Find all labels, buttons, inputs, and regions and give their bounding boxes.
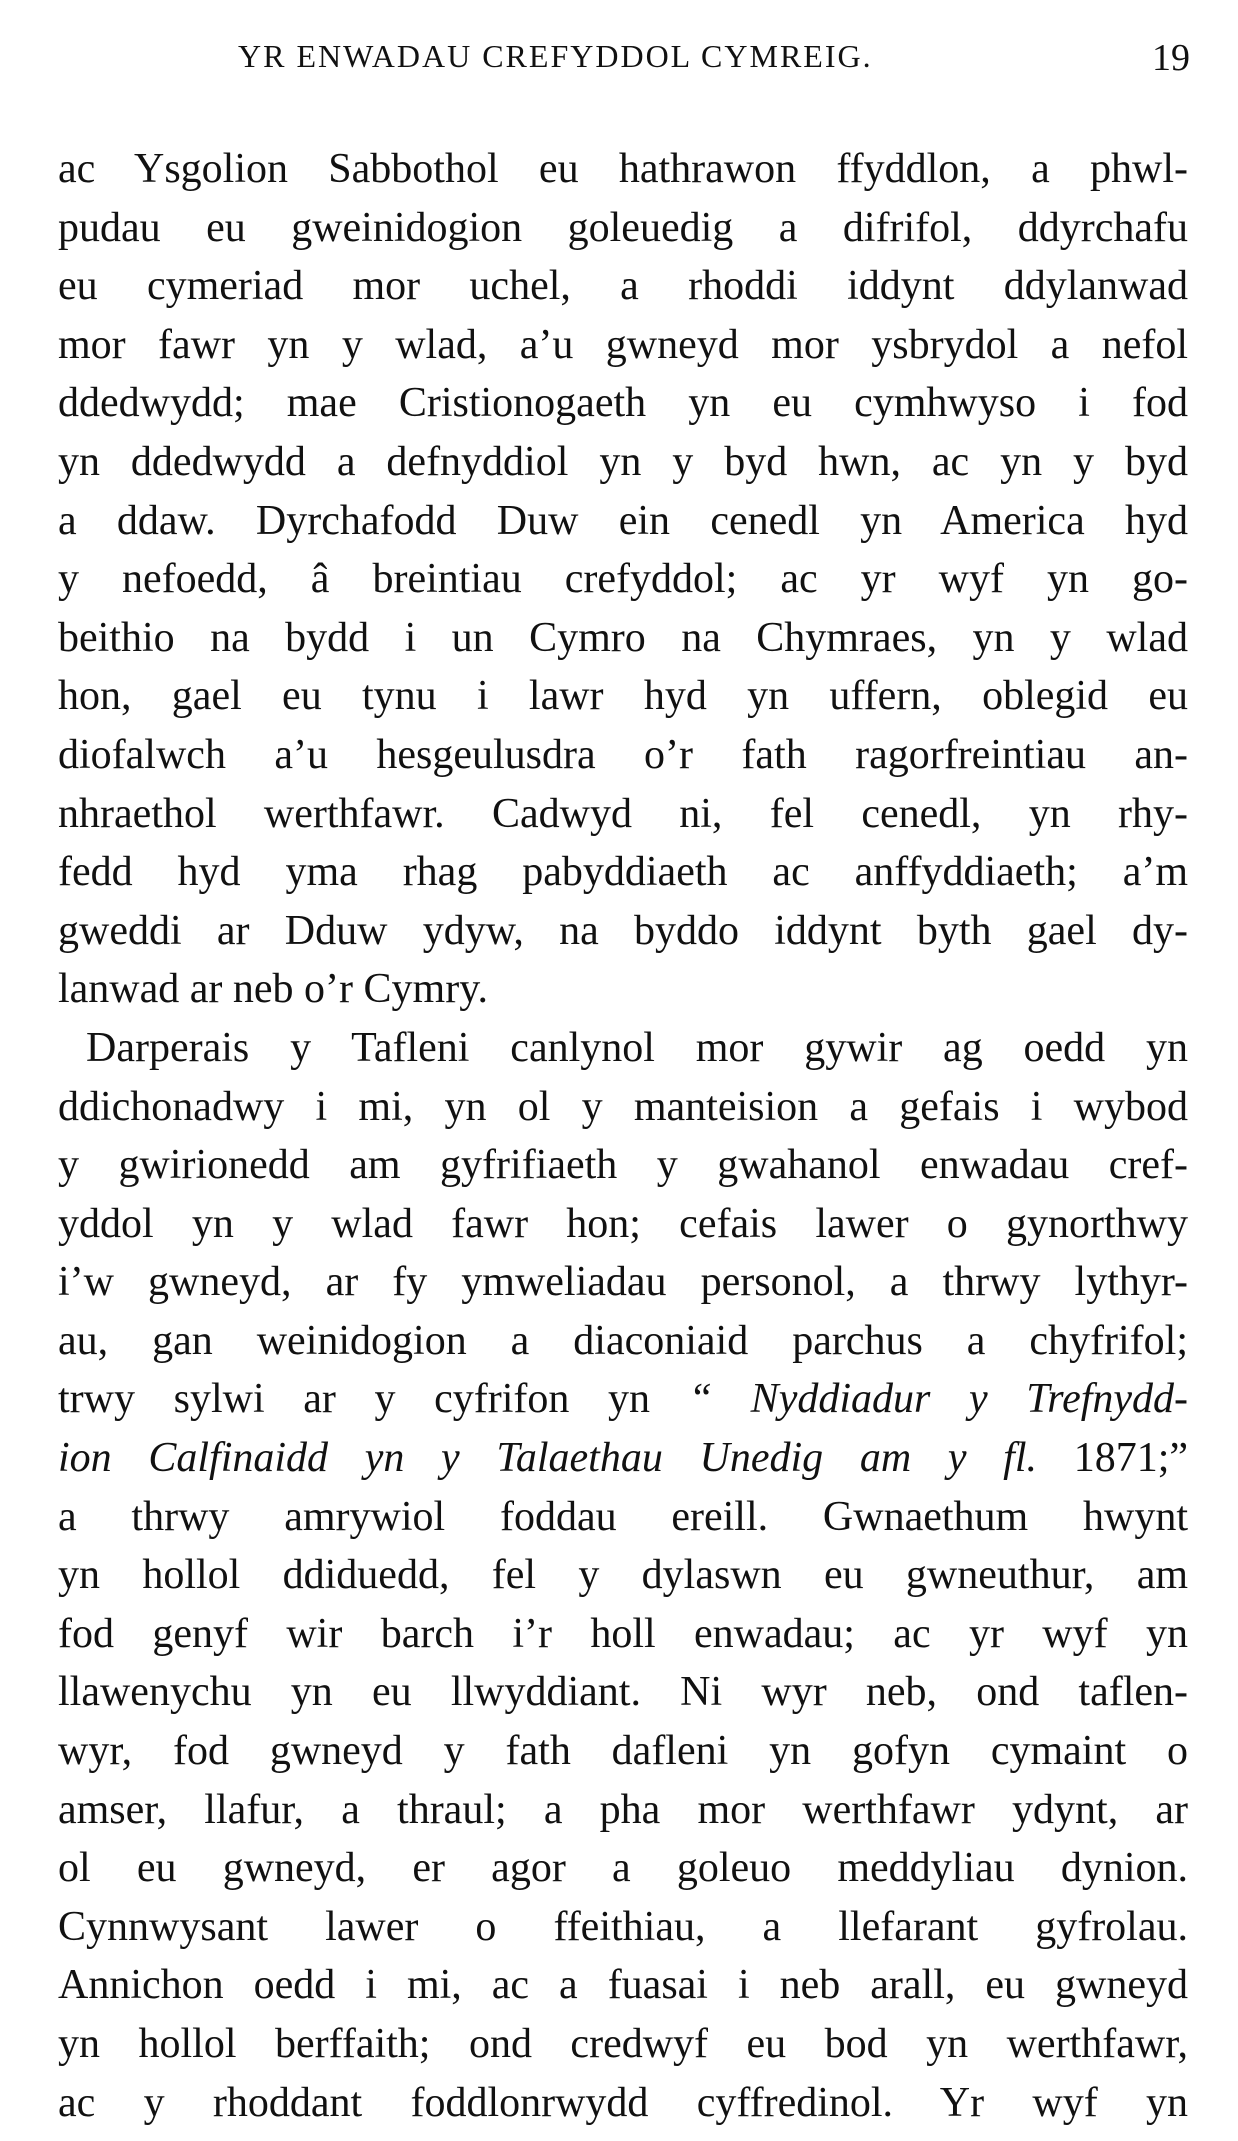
text-line: ol eu gwneyd, er agor a goleuo meddyliau dynion.	[58, 1845, 1188, 1892]
italic-title-run: “ Nyddiadur y Trefnydd-	[688, 1376, 1188, 1423]
text-line: yn ddedwydd a defnyddiol yn y byd hwn, ac yn y byd	[58, 438, 1188, 485]
text-line: Darperais y Tafleni canlynol mor gywir ag oedd yn	[86, 1024, 1188, 1071]
text-line: a ddaw. Dyrchafodd Duw ein cenedl yn America hyd	[58, 497, 1188, 544]
body-text	[58, 140, 1188, 2132]
text-line: ac Ysgolion Sabbothol eu hathrawon ffyddlon, a phwl-	[58, 146, 1188, 192]
text-run: 1871;”	[1073, 1435, 1188, 1482]
text-line: ac y rhoddant foddlonrwydd cyffredinol. Yr wyf yn	[58, 2079, 1188, 2126]
paragraph	[58, 140, 1188, 1019]
text-line: fedd hyd yma rhag pabyddiaeth ac anffyddiaeth; a’m	[58, 849, 1188, 896]
text-line: eu cymeriad mor uchel, a rhoddi iddynt ddylanwad	[58, 263, 1188, 310]
text-line: au, gan weinidogion a diaconiaid parchus a chyfrifol;	[58, 1317, 1188, 1364]
text-line: yn hollol berffaith; ond credwyf eu bod yn werthfawr,	[58, 2021, 1188, 2067]
text-line: Annichon oedd i mi, ac a fuasai i neb arall, eu gwneyd	[58, 1962, 1188, 2009]
running-head	[200, 38, 1190, 86]
text-line: a thrwy amrywiol foddau ereill. Gwnaethum hwynt	[58, 1493, 1188, 1540]
text-line: y gwirionedd am gyfrifiaeth y gwahanol enwadau cref-	[58, 1142, 1188, 1189]
text-line: nhraethol werthfawr. Cadwyd ni, fel cenedl, yn rhy-	[58, 790, 1188, 837]
text-line: yn hollol ddiduedd, fel y dylaswn eu gwneuthur, am	[58, 1552, 1188, 1599]
text-line: pudau eu gweinidogion goleuedig a difrifol, ddyrchafu	[58, 204, 1188, 251]
text-line: wyr, fod gwneyd y fath dafleni yn gofyn cymaint o	[58, 1728, 1188, 1775]
text-line: diofalwch a’u hesgeulusdra o’r fath ragorfreintiau an-	[58, 731, 1188, 778]
text-line: y nefoedd, â breintiau crefyddol; ac yr wyf yn go-	[58, 556, 1188, 603]
text-line-mixed	[58, 1370, 1188, 1429]
text-line: fod genyf wir barch i’r holl enwadau; ac yr wyf yn	[58, 1610, 1188, 1657]
text-line: ddedwydd; mae Cristionogaeth yn eu cymhwyso i fod	[58, 380, 1188, 427]
text-line: llawenychu yn eu llwyddiant. Ni wyr neb, ond taflen-	[58, 1669, 1188, 1716]
text-line: hon, gael eu tynu i lawr hyd yn uffern, oblegid eu	[58, 673, 1188, 720]
text-line: mor fawr yn y wlad, a’u gwneyd mor ysbrydol a nefol	[58, 321, 1188, 368]
running-title: YR ENWADAU CREFYDDOL CYMREIG.	[238, 38, 873, 74]
text-line: Cynnwysant lawer o ffeithiau, a llefarant gyfrolau.	[58, 1903, 1188, 1950]
text-line: yddol yn y wlad fawr hon; cefais lawer o gynorthwy	[58, 1200, 1188, 1247]
text-line: ddichonadwy i mi, yn ol y manteision a gefais i wybod	[58, 1083, 1188, 1130]
text-line: beithio na bydd i un Cymro na Chymraes, yn y wlad	[58, 614, 1188, 661]
text-line: amser, llafur, a thraul; a pha mor werthfawr ydynt, ar	[58, 1786, 1188, 1833]
paragraph	[58, 1019, 1188, 2132]
text-line: gweddi ar Dduw ydyw, na byddo iddynt byth gael dy-	[58, 907, 1188, 954]
text-line-mixed	[58, 1429, 1188, 1488]
text-line: lanwad ar neb o’r Cymry.	[58, 966, 488, 1013]
italic-title-run: ion Calfinaidd yn y Talaethau Unedig am y fl.	[58, 1435, 1038, 1482]
text-line: i’w gwneyd, ar fy ymweliadau personol, a thrwy lythyr-	[58, 1259, 1188, 1306]
text-run: trwy sylwi ar y cyfrifon yn	[58, 1376, 651, 1423]
page-number: 19	[1152, 37, 1190, 79]
